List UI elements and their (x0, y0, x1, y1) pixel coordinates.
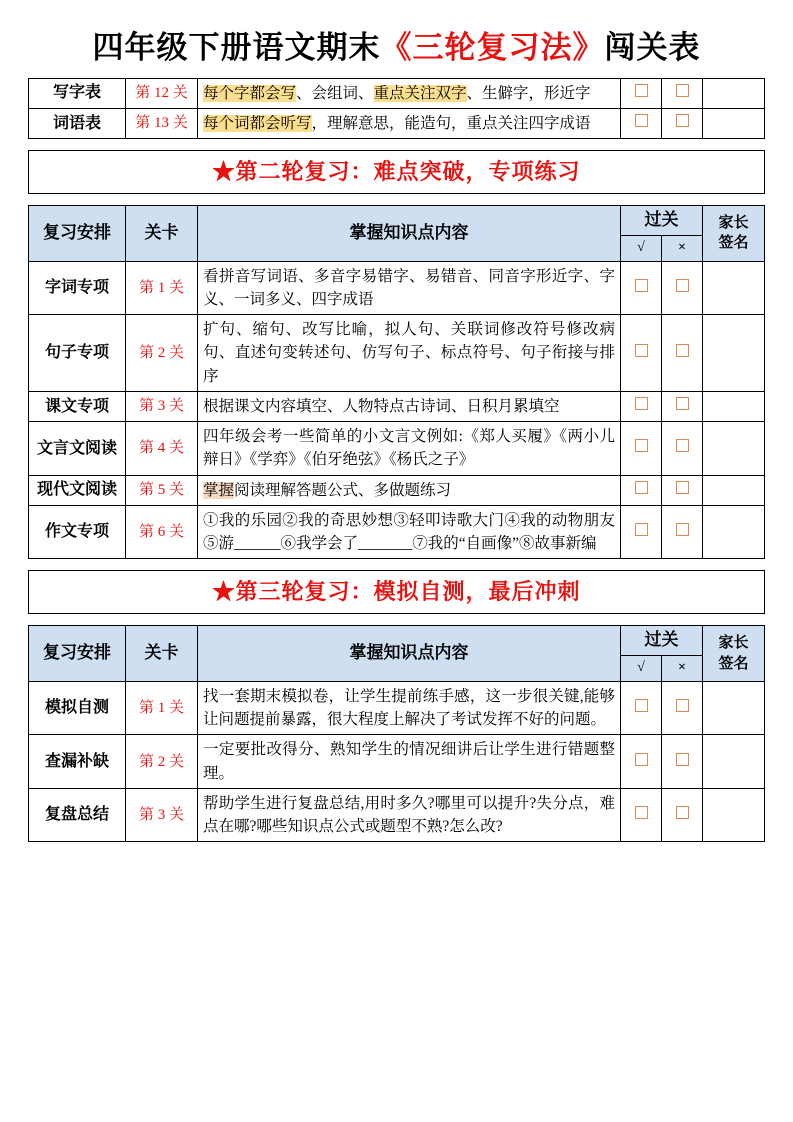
header-level: 关卡 (126, 626, 198, 682)
pass-checkbox-cell[interactable] (621, 505, 662, 559)
content-segment: 、生僻字，形近字 (466, 84, 591, 102)
page-title (28, 30, 765, 66)
fail-checkbox[interactable] (676, 279, 689, 292)
pass-checkbox-cell[interactable] (621, 422, 662, 476)
fail-checkbox[interactable] (676, 481, 689, 494)
cell-plan: 现代文阅读 (29, 475, 126, 505)
table-row (29, 261, 765, 315)
content-segment: ①我的乐园②我的奇思妙想③轻叩诗歌大门④我的动物朋友⑤游______⑥我学会了_______⑦我的“自画像”⑧故事新编 (203, 511, 615, 553)
cell-level: 第 3 关 (126, 788, 198, 842)
header-check-mark: √ (621, 656, 662, 681)
cell-plan: 课文专项 (29, 391, 126, 421)
cell-level: 第 1 关 (126, 261, 198, 315)
header-cross-mark: × (678, 660, 686, 676)
header-check-mark: √ (621, 236, 662, 261)
fail-checkbox[interactable] (676, 439, 689, 452)
cell-plan: 文言文阅读 (29, 422, 126, 476)
spacer-1 (28, 139, 765, 150)
table-round2 (28, 205, 765, 560)
cell-signature[interactable] (703, 475, 765, 505)
cell-content (198, 735, 621, 789)
cell-level: 第 13 关 (126, 108, 198, 138)
pass-checkbox[interactable] (635, 753, 648, 766)
fail-checkbox[interactable] (676, 806, 689, 819)
pass-checkbox[interactable] (635, 114, 648, 127)
table-round1-continuation (28, 78, 765, 140)
content-segment: 一定要批改得分、熟知学生的情况细讲后让学生进行错题整理。 (203, 741, 615, 782)
cell-content (198, 108, 621, 138)
cell-plan: 模拟自测 (29, 681, 126, 735)
cell-level: 第 2 关 (126, 735, 198, 789)
pass-checkbox-cell[interactable] (621, 475, 662, 505)
content-segment: 、会组词、 (296, 84, 374, 102)
cell-level: 第 2 关 (126, 315, 198, 392)
table-round3-header (29, 626, 765, 682)
cell-plan: 字词专项 (29, 261, 126, 315)
fail-checkbox-cell[interactable] (662, 788, 703, 842)
cell-signature[interactable] (703, 788, 765, 842)
cell-plan: 句子专项 (29, 315, 126, 392)
fail-checkbox-cell[interactable] (662, 422, 703, 476)
content-segment: 看拼音写词语、多音字易错字、易错音、同音字形近字、字义、一词多义、四字成语 (203, 267, 615, 308)
spacer-3 (28, 559, 765, 570)
pass-checkbox-cell[interactable] (621, 261, 662, 315)
table-row (29, 391, 765, 421)
cell-signature[interactable] (703, 261, 765, 315)
content-segment: 每个词都会听写 (203, 114, 312, 132)
content-segment: 找一套期末模拟卷，让学生提前练手感，这一步很关键,能够让问题提前暴露，很大程度上解决了考试发挥不好的问题。 (203, 687, 615, 729)
header-cross-mark: × (678, 239, 686, 255)
fail-checkbox-cell[interactable] (662, 505, 703, 559)
cell-content (198, 391, 621, 421)
pass-checkbox-cell[interactable] (621, 108, 662, 138)
pass-checkbox-cell[interactable] (621, 78, 662, 108)
header-signature-line1: 家长 (718, 635, 749, 652)
cell-plan: 词语表 (29, 108, 126, 138)
cell-level: 第 12 关 (126, 78, 198, 108)
header-pass (621, 205, 703, 261)
header-signature-line1: 家长 (718, 214, 749, 231)
cell-level: 第 5 关 (126, 475, 198, 505)
banner-row (29, 151, 765, 194)
fail-checkbox[interactable] (676, 344, 689, 357)
header-pass (621, 626, 703, 682)
table-row (29, 735, 765, 789)
pass-checkbox[interactable] (635, 439, 648, 452)
title-before: 四年级下册语文期末 (92, 30, 381, 65)
banner-round2-text: ★第二轮复习：难点突破，专项练习 (29, 151, 765, 194)
pass-checkbox[interactable] (635, 523, 648, 536)
header-content: 掌握知识点内容 (198, 626, 621, 682)
table-row (29, 315, 765, 392)
pass-checkbox[interactable] (635, 344, 648, 357)
cell-content (198, 505, 621, 559)
title-after: 闯关表 (604, 30, 701, 65)
pass-checkbox-cell[interactable] (621, 735, 662, 789)
fail-checkbox[interactable] (676, 397, 689, 410)
pass-checkbox[interactable] (635, 481, 648, 494)
header-pass-label: 过关 (621, 626, 702, 656)
pass-checkbox[interactable] (635, 279, 648, 292)
table-row (29, 475, 765, 505)
pass-checkbox-cell[interactable] (621, 315, 662, 392)
title-red: 《三轮复习法》 (380, 30, 605, 65)
pass-checkbox-cell[interactable] (621, 681, 662, 735)
fail-checkbox-cell[interactable] (662, 78, 703, 108)
header-plan: 复习安排 (29, 205, 126, 261)
banner-row (29, 571, 765, 614)
content-segment: 每个字都会写 (203, 84, 297, 102)
fail-checkbox-cell[interactable] (662, 475, 703, 505)
table-row (29, 108, 765, 138)
fail-checkbox-cell[interactable] (662, 391, 703, 421)
cell-content (198, 261, 621, 315)
content-segment: 帮助学生进行复盘总结,用时多久?哪里可以提升?失分点，难点在哪?哪些知识点公式或题型不熟?怎么改? (203, 794, 615, 836)
cell-plan: 复盘总结 (29, 788, 126, 842)
cell-signature[interactable] (703, 735, 765, 789)
cell-content (198, 422, 621, 476)
pass-checkbox[interactable] (635, 699, 648, 712)
cell-content (198, 681, 621, 735)
header-signature (703, 205, 765, 261)
pass-checkbox-cell[interactable] (621, 788, 662, 842)
content-segment: 扩句、缩句、改写比喻，拟人句、关联词修改符号修改病句、直述句变转述句、仿写句子、标点符号、句子衔接与排序 (203, 321, 615, 385)
content-segment: ，理解意思，能造句，重点关注四字成语 (311, 114, 591, 132)
fail-checkbox[interactable] (676, 753, 689, 766)
banner-round3-table (28, 570, 765, 614)
cell-signature[interactable] (703, 681, 765, 735)
table-row (29, 681, 765, 735)
table-row (29, 505, 765, 559)
cell-content (198, 788, 621, 842)
cell-plan: 查漏补缺 (29, 735, 126, 789)
banner-round3-text: ★第三轮复习：模拟自测，最后冲刺 (29, 571, 765, 614)
cell-level: 第 1 关 (126, 681, 198, 735)
fail-checkbox-cell[interactable] (662, 108, 703, 138)
fail-checkbox[interactable] (676, 523, 689, 536)
cell-content (198, 475, 621, 505)
header-pass-label: 过关 (621, 206, 702, 236)
banner-round2-table (28, 150, 765, 194)
pass-checkbox[interactable] (635, 806, 648, 819)
fail-checkbox-cell[interactable] (662, 261, 703, 315)
pass-checkbox[interactable] (635, 84, 648, 97)
cell-signature[interactable] (703, 108, 765, 138)
pass-checkbox-cell[interactable] (621, 391, 662, 421)
fail-checkbox[interactable] (676, 699, 689, 712)
cell-content (198, 315, 621, 392)
cell-signature[interactable] (703, 422, 765, 476)
table-round2-header (29, 205, 765, 261)
fail-checkbox-cell[interactable] (662, 315, 703, 392)
cell-level: 第 4 关 (126, 422, 198, 476)
table-row (29, 788, 765, 842)
content-segment: 阅读理解答题公式、多做题练习 (234, 481, 452, 499)
cell-level: 第 3 关 (126, 391, 198, 421)
fail-checkbox[interactable] (676, 84, 689, 97)
content-segment: 重点关注双字 (373, 84, 467, 102)
cell-plan: 写字表 (29, 78, 126, 108)
cell-content (198, 78, 621, 108)
cell-signature[interactable] (703, 78, 765, 108)
header-signature (703, 626, 765, 682)
table-round3 (28, 625, 765, 842)
header-signature-line2: 签名 (718, 235, 749, 252)
cell-signature[interactable] (703, 315, 765, 392)
spacer-4 (28, 614, 765, 625)
table-row (29, 422, 765, 476)
content-segment: 根据课文内容填空、人物特点古诗词、日积月累填空 (203, 397, 560, 415)
fail-checkbox[interactable] (676, 114, 689, 127)
content-segment: 掌握 (203, 481, 235, 499)
fail-checkbox-cell[interactable] (662, 681, 703, 735)
table-row (29, 78, 765, 108)
header-plan: 复习安排 (29, 626, 126, 682)
cell-level: 第 6 关 (126, 505, 198, 559)
pass-checkbox[interactable] (635, 397, 648, 410)
fail-checkbox-cell[interactable] (662, 735, 703, 789)
header-level: 关卡 (126, 205, 198, 261)
content-segment: 四年级会考一些简单的小文言文例如:《郑人买履》《两小儿辩日》《学弈》《伯牙绝弦》《杨氏之子》 (203, 428, 615, 469)
header-signature-line2: 签名 (718, 655, 749, 672)
cell-plan: 作文专项 (29, 505, 126, 559)
header-content: 掌握知识点内容 (198, 205, 621, 261)
cell-signature[interactable] (703, 505, 765, 559)
cell-signature[interactable] (703, 391, 765, 421)
spacer-2 (28, 194, 765, 205)
